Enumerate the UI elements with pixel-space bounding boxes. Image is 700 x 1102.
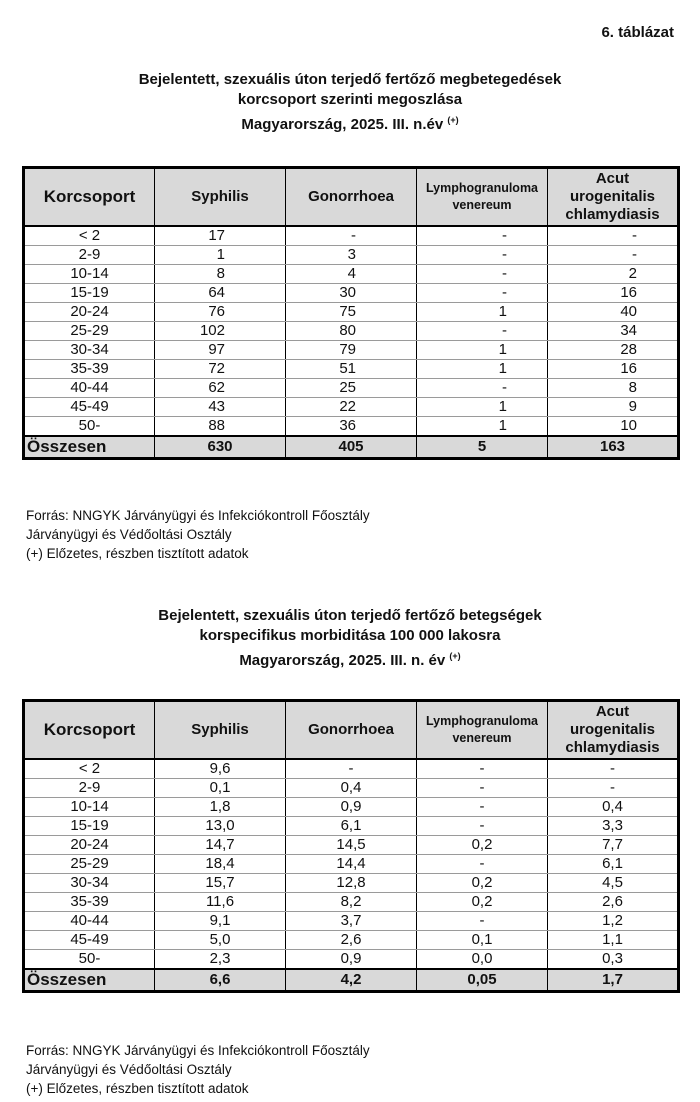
table-row [24, 379, 679, 398]
cell-lgv: - [417, 759, 548, 779]
col-header-age-group: Korcsoport [24, 701, 155, 760]
table-row [24, 893, 679, 912]
cell-chlamydiasis: 28 [548, 341, 679, 360]
table-row [24, 798, 679, 817]
cell-gonorrhoea: 36 [286, 417, 417, 437]
department-line: Járványügyi és Védőoltási Osztály [26, 1062, 232, 1077]
cell-lgv: - [417, 817, 548, 836]
cell-syphilis: 43 [155, 398, 286, 417]
cell-chlamydiasis: 40 [548, 303, 679, 322]
cell-age-group: < 2 [24, 759, 155, 779]
total-lgv: 0,05 [417, 969, 548, 992]
cell-age-group: 10-14 [24, 798, 155, 817]
cell-age-group: 45-49 [24, 398, 155, 417]
footnote-marker: (+) [447, 115, 459, 125]
total-lgv: 5 [417, 436, 548, 459]
cell-gonorrhoea: 8,2 [286, 893, 417, 912]
cell-lgv: 1 [417, 360, 548, 379]
total-syphilis: 630 [155, 436, 286, 459]
cell-chlamydiasis: 6,1 [548, 855, 679, 874]
cell-syphilis: 72 [155, 360, 286, 379]
cell-syphilis: 76 [155, 303, 286, 322]
cell-chlamydiasis: 10 [548, 417, 679, 437]
table-row [24, 246, 679, 265]
table-row [24, 836, 679, 855]
table-row [24, 284, 679, 303]
table-row [24, 931, 679, 950]
preliminary-note: (+) Előzetes, részben tisztított adatok [26, 1081, 249, 1096]
total-label: Összesen [24, 436, 155, 459]
cell-age-group: 20-24 [24, 303, 155, 322]
cell-chlamydiasis: - [548, 226, 679, 246]
cell-syphilis: 9,6 [155, 759, 286, 779]
col-header-syphilis: Syphilis [155, 168, 286, 227]
col-header-lgv: Lymphogranuloma venereum [417, 701, 548, 760]
table-row [24, 322, 679, 341]
cell-age-group: 50- [24, 417, 155, 437]
cell-gonorrhoea: - [286, 226, 417, 246]
table2-title-line: Magyarország, 2025. III. n. év (+) [239, 651, 461, 669]
col-header-gonorrhoea: Gonorrhoea [286, 168, 417, 227]
cell-syphilis: 5,0 [155, 931, 286, 950]
cell-gonorrhoea: 2,6 [286, 931, 417, 950]
cell-gonorrhoea: 22 [286, 398, 417, 417]
cell-syphilis: 9,1 [155, 912, 286, 931]
table-row [24, 360, 679, 379]
cell-gonorrhoea: - [286, 759, 417, 779]
cell-age-group: 30-34 [24, 874, 155, 893]
cell-gonorrhoea: 0,4 [286, 779, 417, 798]
table2-title [0, 606, 700, 671]
cell-age-group: 10-14 [24, 265, 155, 284]
table1-footnotes [26, 506, 370, 563]
table-row [24, 874, 679, 893]
cell-age-group: 30-34 [24, 341, 155, 360]
cell-age-group: 35-39 [24, 360, 155, 379]
cell-gonorrhoea: 0,9 [286, 950, 417, 970]
cell-age-group: 50- [24, 950, 155, 970]
cell-chlamydiasis: 8 [548, 379, 679, 398]
cell-lgv: 0,2 [417, 874, 548, 893]
cell-age-group: 2-9 [24, 246, 155, 265]
table-row [24, 303, 679, 322]
cell-syphilis: 14,7 [155, 836, 286, 855]
cell-syphilis: 18,4 [155, 855, 286, 874]
cell-chlamydiasis: 0,3 [548, 950, 679, 970]
cell-chlamydiasis: 16 [548, 284, 679, 303]
cell-age-group: 15-19 [24, 284, 155, 303]
table1-title-line: korcsoport szerinti megoszlása [237, 91, 463, 108]
table1-case-counts [22, 166, 680, 460]
table-row [24, 912, 679, 931]
cell-lgv: - [417, 322, 548, 341]
table1-title-line: Magyarország, 2025. III. n.év (+) [241, 115, 459, 133]
cell-chlamydiasis: 3,3 [548, 817, 679, 836]
table-row [24, 341, 679, 360]
cell-syphilis: 17 [155, 226, 286, 246]
cell-lgv: - [417, 246, 548, 265]
cell-gonorrhoea: 80 [286, 322, 417, 341]
table-row [24, 759, 679, 779]
table2-footnotes [26, 1041, 370, 1098]
cell-gonorrhoea: 79 [286, 341, 417, 360]
table-number-label: 6. táblázat [601, 24, 674, 41]
col-header-gonorrhoea: Gonorrhoea [286, 701, 417, 760]
cell-syphilis: 13,0 [155, 817, 286, 836]
cell-chlamydiasis: 4,5 [548, 874, 679, 893]
cell-lgv: - [417, 798, 548, 817]
cell-chlamydiasis: - [548, 779, 679, 798]
preliminary-note: (+) Előzetes, részben tisztított adatok [26, 546, 249, 561]
cell-lgv: 1 [417, 417, 548, 437]
cell-gonorrhoea: 14,4 [286, 855, 417, 874]
table-row [24, 417, 679, 437]
table2-morbidity-rates [22, 699, 680, 993]
cell-syphilis: 1 [155, 246, 286, 265]
total-label: Összesen [24, 969, 155, 992]
cell-age-group: 40-44 [24, 912, 155, 931]
col-header-syphilis: Syphilis [155, 701, 286, 760]
table-row [24, 226, 679, 246]
cell-chlamydiasis: 7,7 [548, 836, 679, 855]
cell-age-group: 25-29 [24, 855, 155, 874]
cell-syphilis: 64 [155, 284, 286, 303]
footnote-marker: (+) [449, 651, 461, 661]
cell-syphilis: 97 [155, 341, 286, 360]
table-row [24, 950, 679, 970]
cell-syphilis: 15,7 [155, 874, 286, 893]
cell-age-group: 35-39 [24, 893, 155, 912]
cell-chlamydiasis: 2 [548, 265, 679, 284]
table-header-row [24, 701, 679, 760]
cell-syphilis: 0,1 [155, 779, 286, 798]
cell-syphilis: 8 [155, 265, 286, 284]
total-row [24, 969, 679, 992]
cell-gonorrhoea: 51 [286, 360, 417, 379]
cell-age-group: 25-29 [24, 322, 155, 341]
cell-gonorrhoea: 3 [286, 246, 417, 265]
cell-chlamydiasis: - [548, 759, 679, 779]
cell-lgv: - [417, 226, 548, 246]
cell-syphilis: 88 [155, 417, 286, 437]
cell-gonorrhoea: 14,5 [286, 836, 417, 855]
cell-lgv: 0,0 [417, 950, 548, 970]
table-row [24, 855, 679, 874]
table2-title-line: korspecifikus morbiditása 100 000 lakosra [199, 627, 501, 644]
cell-syphilis: 2,3 [155, 950, 286, 970]
col-header-chlamydiasis: Acut urogenitalis chlamydiasis [548, 168, 679, 227]
department-line: Járványügyi és Védőoltási Osztály [26, 527, 232, 542]
table2-title-line: Bejelentett, szexuális úton terjedő fertőző betegségek [158, 607, 542, 624]
total-row [24, 436, 679, 459]
cell-gonorrhoea: 75 [286, 303, 417, 322]
cell-lgv: 1 [417, 398, 548, 417]
col-header-chlamydiasis: Acut urogenitalis chlamydiasis [548, 701, 679, 760]
total-gonorrhoea: 405 [286, 436, 417, 459]
cell-gonorrhoea: 3,7 [286, 912, 417, 931]
cell-lgv: 0,2 [417, 836, 548, 855]
cell-syphilis: 11,6 [155, 893, 286, 912]
table-row [24, 817, 679, 836]
cell-chlamydiasis: 1,2 [548, 912, 679, 931]
cell-syphilis: 62 [155, 379, 286, 398]
source-line: Forrás: NNGYK Járványügyi és Infekciókontroll Főosztály [26, 1043, 370, 1058]
cell-gonorrhoea: 4 [286, 265, 417, 284]
cell-age-group: 40-44 [24, 379, 155, 398]
cell-lgv: - [417, 379, 548, 398]
cell-lgv: - [417, 912, 548, 931]
table1-title [0, 70, 700, 135]
cell-lgv: 1 [417, 303, 548, 322]
cell-lgv: - [417, 855, 548, 874]
cell-lgv: 1 [417, 341, 548, 360]
table-row [24, 398, 679, 417]
cell-gonorrhoea: 6,1 [286, 817, 417, 836]
cell-chlamydiasis: 9 [548, 398, 679, 417]
source-line: Forrás: NNGYK Járványügyi és Infekciókontroll Főosztály [26, 508, 370, 523]
cell-syphilis: 102 [155, 322, 286, 341]
total-syphilis: 6,6 [155, 969, 286, 992]
cell-age-group: 2-9 [24, 779, 155, 798]
cell-syphilis: 1,8 [155, 798, 286, 817]
total-chlamydiasis: 163 [548, 436, 679, 459]
cell-lgv: 0,2 [417, 893, 548, 912]
cell-chlamydiasis: 16 [548, 360, 679, 379]
cell-lgv: - [417, 284, 548, 303]
cell-chlamydiasis: 0,4 [548, 798, 679, 817]
cell-chlamydiasis: - [548, 246, 679, 265]
total-gonorrhoea: 4,2 [286, 969, 417, 992]
col-header-lgv: Lymphogranuloma venereum [417, 168, 548, 227]
total-chlamydiasis: 1,7 [548, 969, 679, 992]
cell-lgv: - [417, 779, 548, 798]
col-header-age-group: Korcsoport [24, 168, 155, 227]
cell-age-group: 20-24 [24, 836, 155, 855]
table-row [24, 265, 679, 284]
cell-lgv: 0,1 [417, 931, 548, 950]
table1-title-line: Bejelentett, szexuális úton terjedő fertőző megbetegedések [138, 71, 562, 88]
cell-gonorrhoea: 12,8 [286, 874, 417, 893]
cell-gonorrhoea: 30 [286, 284, 417, 303]
cell-lgv: - [417, 265, 548, 284]
cell-gonorrhoea: 0,9 [286, 798, 417, 817]
cell-chlamydiasis: 2,6 [548, 893, 679, 912]
cell-age-group: < 2 [24, 226, 155, 246]
table-row [24, 779, 679, 798]
cell-age-group: 45-49 [24, 931, 155, 950]
cell-chlamydiasis: 34 [548, 322, 679, 341]
cell-chlamydiasis: 1,1 [548, 931, 679, 950]
table-header-row [24, 168, 679, 227]
cell-gonorrhoea: 25 [286, 379, 417, 398]
cell-age-group: 15-19 [24, 817, 155, 836]
